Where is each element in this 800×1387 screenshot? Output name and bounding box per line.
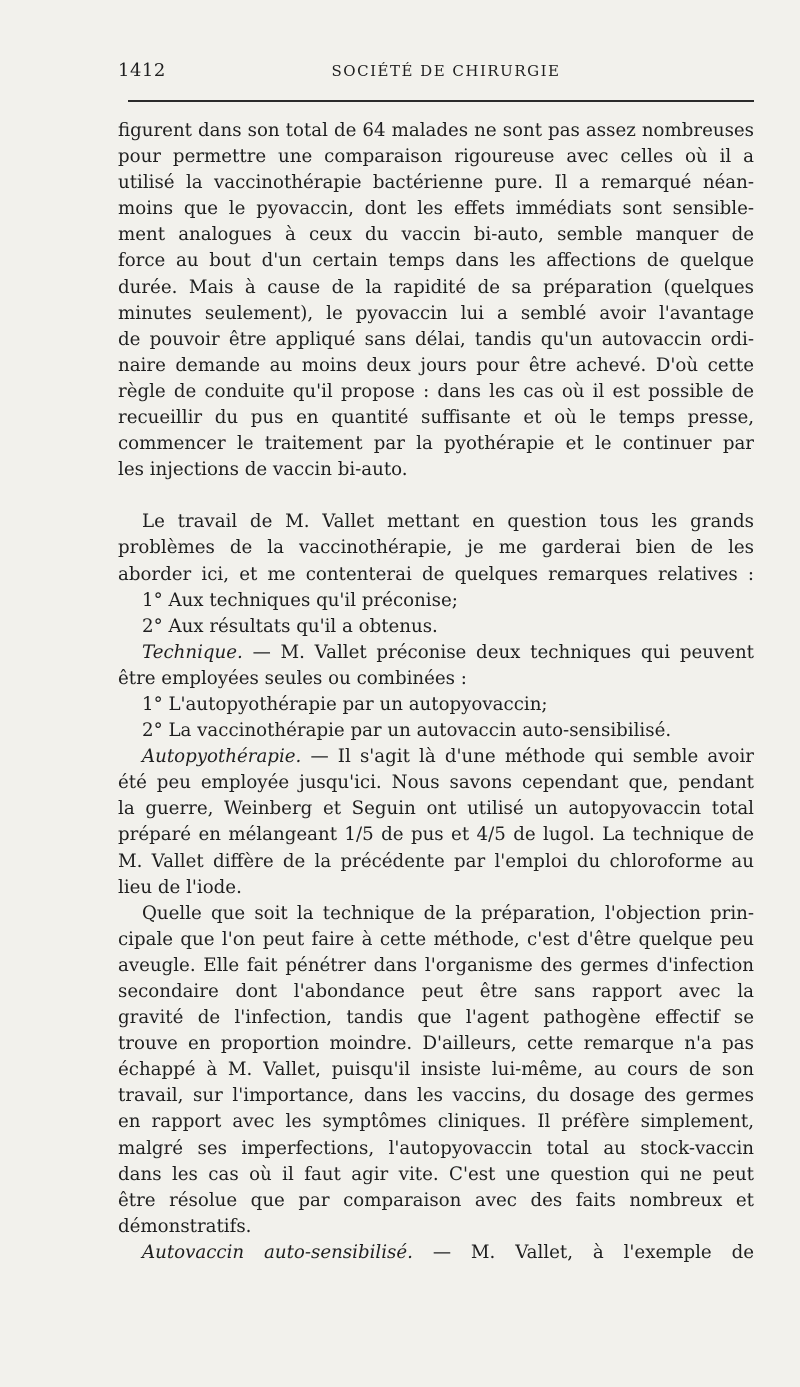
page-number: 1412 <box>118 60 166 81</box>
text-fragment: — M. Vallet, à l'exemple de <box>412 1241 754 1263</box>
text-line: la guerre, Weinberg et Seguin ont utilisé un autopyovaccin total <box>118 798 754 820</box>
text-line: figurent dans son total de 64 malades ne sont pas assez nombreuses <box>118 120 754 141</box>
text-line: M. Vallet diffère de la précédente par l'emploi du chloroforme au <box>118 850 754 872</box>
text-line: lieu de l'iode. <box>118 876 242 898</box>
running-title: SOCIÉTÉ DE CHIRURGIE <box>331 62 561 80</box>
text-fragment: — Il s'agit là d'une méthode qui semble avoir <box>301 746 754 768</box>
text-line: les injections de vaccin bi-auto. <box>118 459 408 481</box>
text-line: gravité de l'infection, tandis que l'agent pathogène effectif se <box>118 1007 754 1029</box>
text-line: démonstratifs. <box>118 1215 252 1237</box>
text-line: cipale que l'on peut faire à cette méthode, c'est d'être quelque peu <box>118 928 754 950</box>
text-line: règle de conduite qu'il propose : dans les cas où il est possible de <box>118 380 754 402</box>
list-item: 1° Aux techniques qu'il préconise; <box>142 589 458 611</box>
text-line: moins que le pyovaccin, dont les effets immédiats sont sensible- <box>118 198 754 220</box>
text-line: trouve en proportion moindre. D'ailleurs, cette remarque n'a pas <box>118 1033 754 1055</box>
section-autovaccin-line <box>118 1240 754 1266</box>
section-heading-autovaccin: Autovaccin auto-sensibilisé. <box>142 1241 413 1263</box>
text-line: préparé en mélangeant 1/5 de pus et 4/5 de lugol. La technique de <box>118 824 754 846</box>
section-heading-technique: Technique. <box>142 641 243 663</box>
text-line: commencer le traitement par la pyothérapie et le continuer par <box>118 433 754 455</box>
text-line: secondaire dont l'abondance peut être sans rapport avec la <box>118 981 754 1002</box>
body-text <box>118 118 754 1266</box>
text-line: ment analogues à ceux du vaccin bi-auto, semble manquer de <box>118 224 754 246</box>
text-line: été peu employée jusqu'ici. Nous savons cependant que, pendant <box>118 772 754 794</box>
list-item: 1° L'autopyothérapie par un autopyovaccin; <box>142 693 548 715</box>
text-fragment: — M. Vallet préconise deux techniques qui peuvent <box>242 641 754 663</box>
text-line: durée. Mais à cause de la rapidité de sa préparation (quelques <box>118 276 754 298</box>
text-line: utilisé la vaccinothérapie bactérienne pure. Il a remarqué néan- <box>118 172 754 194</box>
text-line: être résolue que par comparaison avec des faits nombreux et <box>118 1189 754 1211</box>
text-line: dans les cas où il faut agir vite. C'est une question qui ne peut <box>118 1163 754 1185</box>
text-line: aborder ici, et me contenterai de quelques remarques relatives : <box>118 563 754 585</box>
text-line: Quelle que soit la technique de la préparation, l'objection prin- <box>142 902 754 924</box>
text-line: malgré ses imperfections, l'autopyovaccin total au stock-vaccin <box>118 1137 754 1159</box>
text-line: force au bout d'un certain temps dans les affections de quelque <box>118 250 754 272</box>
section-heading-autopyotherapie: Autopyothérapie. <box>142 746 302 768</box>
text-line: aveugle. Elle fait pénétrer dans l'organisme des germes d'infection <box>118 954 754 976</box>
page-header <box>118 60 754 88</box>
text-line: en rapport avec les symptômes cliniques. Il préfère simplement, <box>118 1111 754 1133</box>
text-line: minutes seulement), le pyovaccin lui a semblé avoir l'avantage <box>118 302 754 324</box>
section-technique-line <box>118 640 754 666</box>
text-line: travail, sur l'importance, dans les vaccins, du dosage des germes <box>118 1085 754 1107</box>
text-line: recueillir du pus en quantité suffisante et où le temps presse, <box>118 407 754 429</box>
header-rule <box>128 100 754 102</box>
section-autopyo-line <box>118 744 754 770</box>
text-line: problèmes de la vaccinothérapie, je me garderai bien de les <box>118 537 754 559</box>
text-line: de pouvoir être appliqué sans délai, tandis qu'un autovaccin ordi- <box>118 328 754 350</box>
text-line: pour permettre une comparaison rigoureuse avec celles où il a <box>118 146 754 168</box>
list-item: 2° Aux résultats qu'il a obtenus. <box>142 615 438 637</box>
text-line: échappé à M. Vallet, puisqu'il insiste lui-même, au cours de son <box>118 1059 754 1081</box>
text-line: naire demande au moins deux jours pour être achevé. D'où cette <box>118 354 754 376</box>
text-line: être employées seules ou combinées : <box>118 667 467 689</box>
list-item: 2° La vaccinothérapie par un autovaccin auto-sensibilisé. <box>142 720 672 742</box>
text-line: Le travail de M. Vallet mettant en question tous les grands <box>142 511 754 533</box>
paragraph-gap <box>118 483 754 509</box>
